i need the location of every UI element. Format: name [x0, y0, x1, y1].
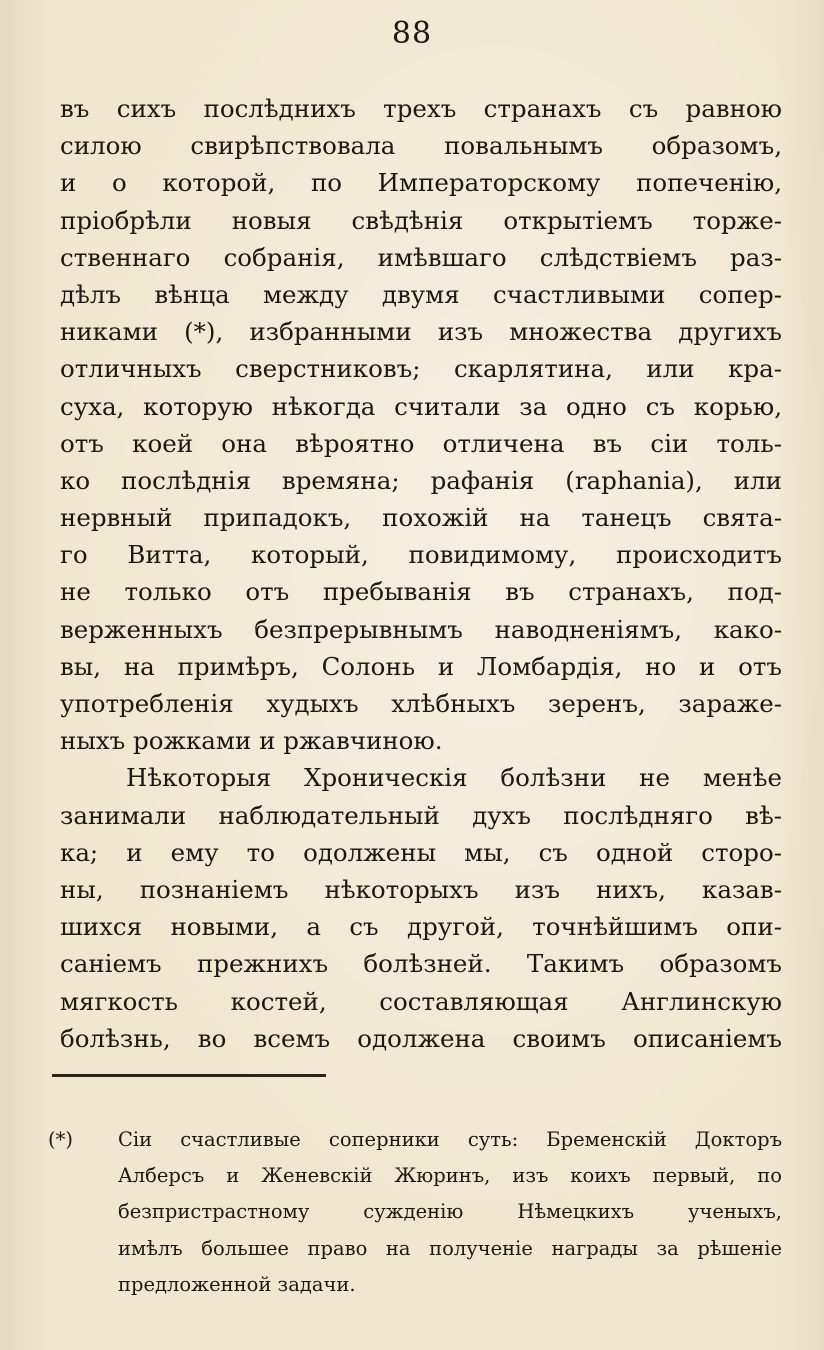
text-line: ко послѣднія времяна; рафанія (raphania), или: [60, 465, 782, 495]
text-line: и о которой, по Императорскому попеченію,: [60, 168, 782, 198]
text-line: мягкость костей, составляющая Англинскую: [60, 986, 782, 1016]
text-line: болѣзнь, во всемъ одолжена своимъ описаніемъ: [60, 1023, 782, 1053]
footnote-line: предложенной задачи.: [118, 1272, 356, 1296]
footnote-line: имѣлъ большее право на полученіе награды за рѣшеніе: [118, 1236, 782, 1260]
text-line: занимали наблюдательный духъ послѣдняго вѣ-: [60, 800, 782, 830]
footnote-marker: (*): [48, 1128, 73, 1151]
text-line: никами (*), избранными изъ множества другихъ: [60, 317, 782, 347]
text-line: шихся новыми, а съ другой, точнѣйшимъ опи-: [60, 912, 782, 942]
footnote: [48, 1122, 782, 1303]
text-line: го Витта, который, повидимому, происходитъ: [60, 540, 782, 570]
text-line: дѣлъ вѣнца между двумя счастливыми сопер-: [60, 279, 782, 309]
footnote-text: Сіи счастливые соперники суть: Бременскій Докторъ: [118, 1128, 782, 1151]
text-line: пріобрѣли новыя свѣдѣнія открытіемъ торже-: [60, 205, 782, 235]
footnote-first-line: [48, 1122, 782, 1158]
text-line: вы, на примѣръ, Солонь и Ломбардія, но и отъ: [60, 651, 782, 681]
text-line: силою свирѣпствовала повальнымъ образомъ,: [60, 131, 782, 161]
text-line: отличныхъ сверстниковъ; скарлятина, или кра-: [60, 354, 782, 384]
text-line: саніемъ прежнихъ болѣзней. Такимъ образомъ: [60, 949, 782, 979]
text-line: суха, которую нѣкогда считали за одно съ корью,: [60, 391, 782, 421]
footnote-separator-rule: [52, 1074, 326, 1077]
text-line: ственнаго собранія, имѣвшаго слѣдствіемъ раз-: [60, 242, 782, 272]
footnote-line: безпристрастному сужденію Нѣмецкихъ ученыхъ,: [118, 1200, 782, 1224]
text-line: ны, познаніемъ нѣкоторыхъ изъ нихъ, казав-: [60, 874, 782, 904]
footnote-line: Алберсъ и Женевскій Жюринъ, изъ коихъ первый, по: [118, 1164, 782, 1188]
text-line: нервный припадокъ, похожій на танецъ свята-: [60, 503, 782, 533]
paragraph-start-line: Нѣкоторыя Хроническія болѣзни не менѣе: [126, 763, 782, 793]
page-number: 88: [391, 16, 433, 51]
body-text: [60, 90, 782, 1057]
text-line: въ сихъ послѣднихъ трехъ странахъ съ равною: [60, 94, 782, 123]
text-line: верженныхъ безпрерывнымъ наводненіямъ, како-: [60, 614, 782, 644]
text-line: отъ коей она вѣроятно отличена въ сіи толь-: [60, 428, 782, 458]
text-line: не только отъ пребыванія въ странахъ, под-: [60, 577, 782, 607]
paragraph-end-line: ныхъ рожками и ржавчиною.: [60, 726, 443, 756]
text-line: употребленія худыхъ хлѣбныхъ зеренъ, зараже-: [60, 689, 782, 718]
text-line: ка; и ему то одолжены мы, съ одной сторо-: [60, 837, 782, 867]
